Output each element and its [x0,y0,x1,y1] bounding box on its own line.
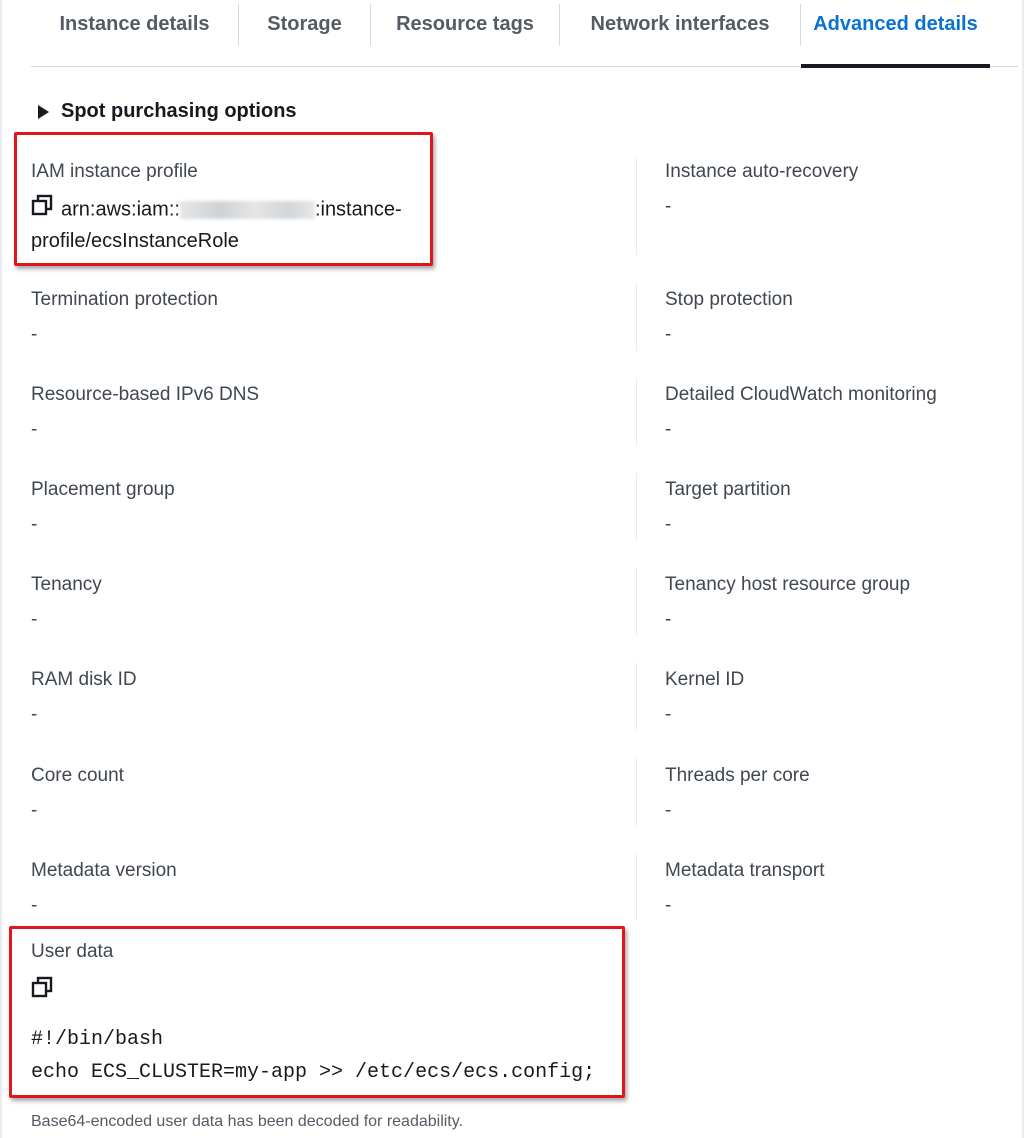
field-value: - [665,196,672,217]
tab-label: Network interfaces [590,13,770,35]
iam-instance-profile [31,160,421,257]
tab-label: Advanced details [813,13,978,35]
kernel-id [665,668,1005,727]
threads-per-core [665,764,1005,823]
field-label: Tenancy [31,574,102,595]
field-value: - [665,514,672,535]
field-label: RAM disk ID [31,669,137,690]
copy-icon[interactable] [31,194,53,226]
column-divider [636,473,637,541]
tab-resource-tags[interactable] [371,0,559,66]
column-divider [636,663,637,731]
field-label: Metadata transport [665,860,825,881]
field-value: - [31,800,38,821]
tab-instance-details[interactable] [31,0,238,66]
field-value: - [665,895,672,916]
tab-storage[interactable] [239,0,370,66]
column-divider [636,378,637,446]
tab-advanced-details[interactable] [801,0,990,66]
tab-label: Instance details [59,13,210,35]
stop-protection [665,288,1005,347]
tab-network-interfaces[interactable] [560,0,800,66]
field-label: Metadata version [31,860,177,881]
field-label: User data [31,941,114,962]
target-partition [665,478,1005,537]
field-label: Tenancy host resource group [665,574,911,595]
column-divider [636,853,637,921]
field-value: - [31,419,38,440]
field-label: IAM instance profile [31,161,198,182]
instance-auto-recovery [665,160,1005,219]
arn-suffix-line2: profile/ecsInstanceRole [31,230,239,252]
field-label: Resource-based IPv6 DNS [31,384,260,405]
field-value: - [31,609,38,630]
field-value: - [665,609,672,630]
field-value: - [31,895,38,916]
tab-bar [31,0,1018,67]
field-value: - [665,419,672,440]
field-value: - [665,800,672,821]
metadata-transport [665,859,1005,918]
user-data [31,940,616,1089]
field-value: - [31,514,38,535]
arn-prefix: arn:aws:iam:: [61,198,180,221]
field-label: Kernel ID [665,669,745,690]
user-data-line: #!/bin/bash [31,1028,164,1051]
resource-based-ipv6-dns [31,383,591,442]
ram-disk-id [31,668,591,727]
spot-purchasing-expander[interactable] [38,100,297,123]
field-value: - [665,704,672,725]
placement-group [31,478,591,537]
field-label: Threads per core [665,765,810,786]
field-label: Termination protection [31,289,218,310]
tab-label: Storage [267,13,342,35]
column-divider [636,568,637,636]
tenancy [31,573,591,632]
user-data-script [31,1023,616,1089]
field-label: Placement group [31,479,175,500]
redacted-account-id [180,201,315,219]
arn-suffix: :instance- [314,198,402,221]
tenancy-host-resource-group [665,573,1005,632]
field-label: Stop protection [665,289,793,310]
field-value: - [31,324,38,345]
termination-protection [31,288,591,347]
core-count [31,764,591,823]
user-data-line: echo ECS_CLUSTER=my-app >> /etc/ecs/ecs.config; [31,1061,596,1084]
user-data-footnote: Base64-encoded user data has been decoded for readability. [31,1113,464,1130]
column-divider [636,157,637,255]
field-label: Detailed CloudWatch monitoring [665,384,937,405]
copy-icon[interactable] [31,976,53,1003]
tab-label: Resource tags [396,13,534,35]
expander-label: Spot purchasing options [61,100,297,122]
left-edge [0,0,2,1138]
field-value: - [665,324,672,345]
field-label: Instance auto-recovery [665,161,859,182]
field-label: Core count [31,765,124,786]
field-value: - [31,704,38,725]
user-data-copy [31,976,616,1003]
detailed-cloudwatch-monitoring [665,383,1005,442]
column-divider [636,283,637,351]
field-label: Target partition [665,479,791,500]
caret-right-icon [38,105,49,119]
iam-instance-profile-value [31,194,421,257]
column-divider [636,758,637,826]
metadata-version [31,859,591,918]
